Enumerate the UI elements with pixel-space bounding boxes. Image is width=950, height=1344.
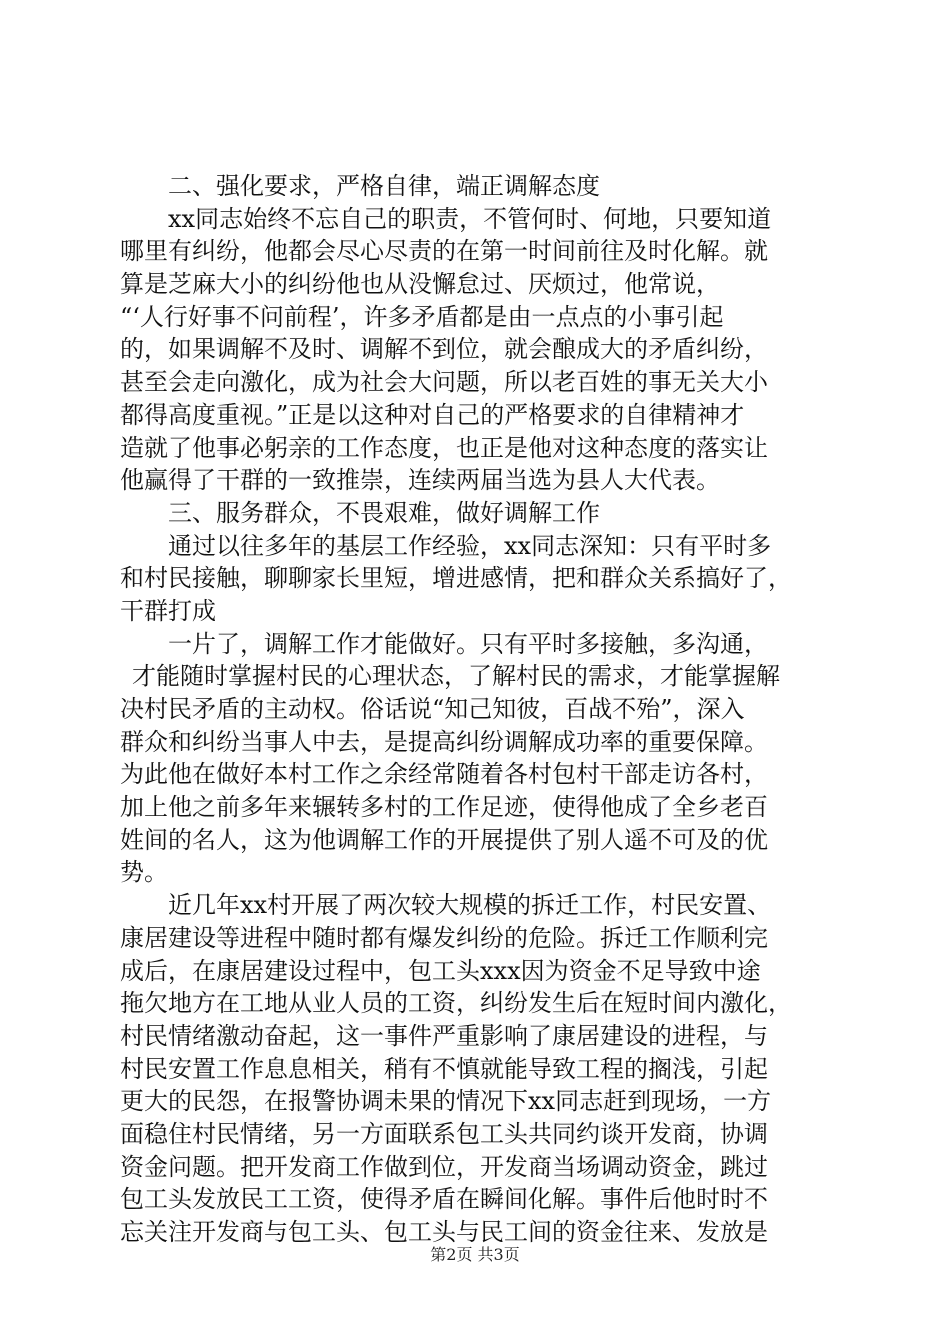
paragraph-line: 拖欠地方在工地从业人员的工资，纠纷发生后在短时间内激化，	[120, 989, 792, 1018]
section-heading-2: 二、强化要求，严格自律，端正调解态度	[168, 172, 600, 200]
paragraph-line: 的，如果调解不及时、调解不到位，就会酿成大的矛盾纠纷，	[120, 335, 768, 364]
paragraph-line: 哪里有纠纷，他都会尽心尽责的在第一时间前往及时化解。就	[120, 237, 768, 266]
paragraph-line: 为此他在做好本村工作之余经常随着各村包村干部走访各村，	[120, 760, 768, 789]
paragraph-line: 决村民矛盾的主动权。俗话说“知己知彼，百战不殆”，深入	[120, 695, 745, 723]
paragraph-line: “‘人行好事不问前程’，许多矛盾都是由一点点的小事引起	[120, 302, 724, 331]
paragraph-line: 资金问题。把开发商工作做到位，开发商当场调动资金，跳过	[120, 1152, 768, 1181]
paragraph-line: 包工头发放民工工资，使得矛盾在瞬间化解。事件后他时时不	[120, 1185, 768, 1214]
paragraph-line: 康居建设等进程中随时都有爆发纠纷的危险。拆迁工作顺利完	[120, 923, 768, 952]
paragraph-line: 近几年xx村开展了两次较大规模的拆迁工作，村民安置、	[168, 891, 772, 920]
paragraph-line: 通过以往多年的基层工作经验，xx同志深知：只有平时多	[168, 531, 772, 560]
paragraph-line: 姓间的名人，这为他调解工作的开展提供了别人遥不可及的优	[120, 825, 768, 854]
paragraph-line: 面稳住村民情绪，另一方面联系包工头共同约谈开发商，协调	[120, 1119, 768, 1148]
paragraph-line: 干群打成	[120, 596, 216, 625]
paragraph-line: 群众和纠纷当事人中去，是提高纠纷调解成功率的重要保障。	[120, 727, 768, 756]
paragraph-line: 势。	[120, 858, 168, 887]
paragraph-line: 甚至会走向激化，成为社会大问题，所以老百姓的事无关大小	[120, 368, 768, 397]
paragraph-line: 忘关注开发商与包工头、包工头与民工间的资金往来、发放是	[120, 1218, 768, 1246]
paragraph-line: 一片了，调解工作才能做好。只有平时多接触，多沟通，	[168, 629, 768, 658]
paragraph-line: 村民安置工作息息相关，稍有不慎就能导致工程的搁浅，引起	[120, 1054, 768, 1083]
paragraph-line: 造就了他事必躬亲的工作态度，也正是他对这种态度的落实让	[120, 433, 768, 462]
paragraph-line: 他赢得了干群的一致推崇，连续两届当选为县人大代表。	[120, 466, 720, 495]
paragraph-line: 才能随时掌握村民的心理状态，了解村民的需求，才能掌握解	[132, 662, 780, 691]
page-number-footer: 第2页 共3页	[430, 1245, 520, 1264]
paragraph-line: 都得高度重视。”正是以这种对自己的严格要求的自律精神才	[120, 400, 745, 429]
paragraph-line: 成后，在康居建设过程中，包工头xxx因为资金不足导致中途	[120, 956, 761, 985]
document-body	[120, 170, 840, 1249]
paragraph-line: 更大的民怨，在报警协调未果的情况下xx同志赶到现场，一方	[120, 1087, 772, 1116]
section-heading-3: 三、服务群众，不畏艰难，做好调解工作	[168, 498, 600, 527]
paragraph-line: 算是芝麻大小的纠纷他也从没懈怠过、厌烦过，他常说，	[120, 270, 720, 299]
paragraph-line: xx同志始终不忘自己的职责，不管何时、何地，只要知道	[168, 204, 772, 233]
paragraph-line: 加上他之前多年来辗转多村的工作足迹，使得他成了全乡老百	[120, 793, 768, 822]
paragraph-line: 村民情绪激动奋起，这一事件严重影响了康居建设的进程，与	[120, 1021, 768, 1050]
paragraph-line: 和村民接触，聊聊家长里短，增进感情，把和群众关系搞好了，	[120, 564, 792, 593]
